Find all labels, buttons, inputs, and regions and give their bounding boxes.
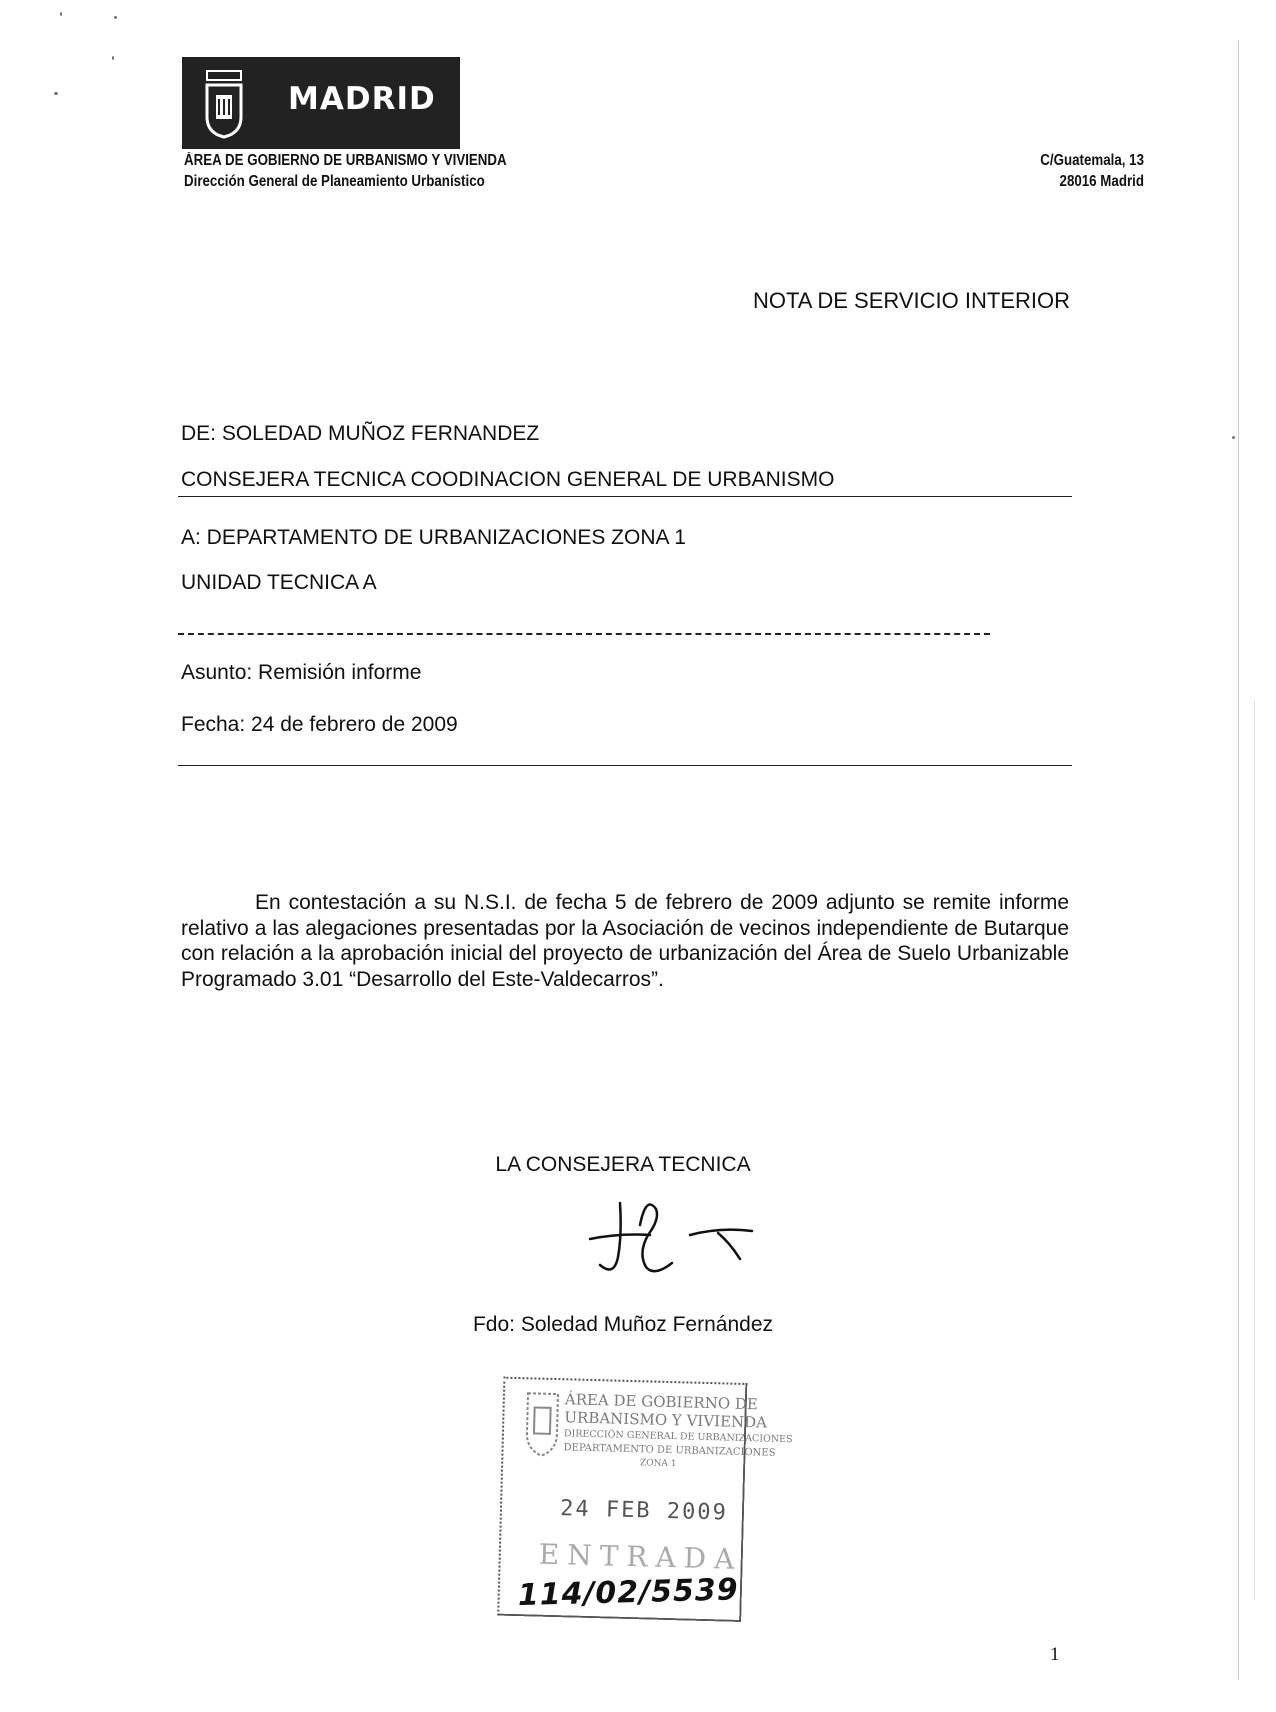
stamp-coat-of-arms-icon bbox=[523, 1389, 561, 1460]
divider-rule bbox=[178, 496, 1072, 497]
scan-edge-line bbox=[1254, 700, 1255, 1600]
stamp-date: 24 FEB 2009 bbox=[559, 1496, 729, 1526]
page-number: 1 bbox=[1050, 1644, 1060, 1665]
from-line: DE: SOLEDAD MUÑOZ FERNANDEZ bbox=[181, 422, 540, 445]
scan-speck bbox=[114, 16, 117, 19]
dashed-divider bbox=[178, 633, 990, 635]
madrid-coat-of-arms-icon bbox=[204, 69, 244, 139]
document-title: NOTA DE SERVICIO INTERIOR bbox=[752, 288, 1070, 313]
stamp-registry-number: 114/02/5539 bbox=[517, 1572, 740, 1614]
scan-edge-line bbox=[1238, 40, 1239, 1680]
stamp-line-1: ÁREA DE GOBIERNO DE bbox=[564, 1390, 759, 1414]
from-role-line: CONSEJERA TECNICA COODINACION GENERAL DE URBANISMO bbox=[181, 468, 835, 491]
scan-speck bbox=[60, 12, 62, 16]
madrid-logo bbox=[182, 57, 460, 149]
scan-speck bbox=[1232, 436, 1235, 439]
government-area-label: ÁREA DE GOBIERNO DE URBANISMO Y VIVIENDA bbox=[184, 152, 507, 169]
date-line: Fecha: 24 de febrero de 2009 bbox=[181, 713, 458, 736]
reception-stamp bbox=[497, 1377, 793, 1644]
to-line: A: DEPARTAMENTO DE URBANIZACIONES ZONA 1 bbox=[181, 526, 686, 549]
stamp-line-5: ZONA 1 bbox=[639, 1458, 677, 1470]
body-paragraph bbox=[181, 890, 1069, 992]
address-line-1: C/Guatemala, 13 bbox=[1040, 152, 1144, 169]
stamp-entrada-label: ENTRADA bbox=[538, 1537, 743, 1576]
to-unit-line: UNIDAD TECNICA A bbox=[181, 571, 377, 594]
stamp-line-4: DEPARTAMENTO DE URBANIZACIONES bbox=[563, 1442, 776, 1459]
subject-line: Asunto: Remisión informe bbox=[181, 661, 422, 684]
signature-title: LA CONSEJERA TECNICA bbox=[495, 1153, 751, 1176]
divider-rule bbox=[178, 765, 1072, 766]
direction-label: Dirección General de Planeamiento Urbanístico bbox=[184, 173, 485, 190]
handwritten-signature bbox=[580, 1195, 770, 1285]
scan-speck bbox=[112, 56, 114, 60]
stamp-line-2: URBANISMO Y VIVIENDA bbox=[564, 1408, 768, 1432]
signed-by-line: Fdo: Soledad Muñoz Fernández bbox=[472, 1313, 774, 1336]
scan-speck bbox=[54, 92, 58, 95]
address-line-2: 28016 Madrid bbox=[1059, 173, 1144, 190]
logo-text: MADRID bbox=[288, 81, 436, 117]
body-text: En contestación a su N.S.I. de fecha 5 de febrero de 2009 adjunto se remite informe relativo a las alegaciones presentadas por la Asociación de vecinos independiente de Butarque con relación a la aprobación inicial del proyecto de urbanización del Área de Suelo Urbanizable Programado 3.01 “Desarrollo del Este-Valdecarros”. bbox=[181, 891, 1069, 991]
stamp-line-3: DIRECCIÓN GENERAL DE URBANIZACIONES bbox=[563, 1428, 793, 1446]
